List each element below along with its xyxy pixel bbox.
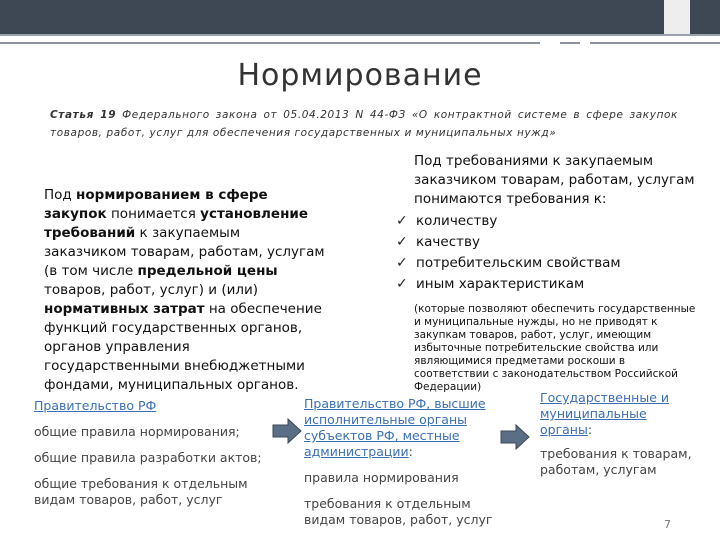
flow-item: общие правила нормирования; [34, 424, 240, 439]
flow-head-agencies[interactable]: Государственные и муниципальные органы [540, 390, 669, 437]
flow-item: правила нормирования [304, 470, 459, 485]
arrow-right-icon [500, 424, 530, 450]
checkmark-icon: ✓ [396, 213, 408, 229]
decorative-rule [0, 42, 720, 46]
flow-item: общие правила разработки актов; [34, 450, 262, 465]
flow-column-agencies [540, 390, 700, 486]
header-rule [0, 34, 720, 36]
definition-part: Под [44, 187, 77, 203]
law-article: Статья 19 [50, 109, 117, 121]
definition-part: на обеспечение функций государственных органов, органов управления государственными внебюджетными фондами, муниципальных органов. [44, 301, 322, 393]
flow-head-regional[interactable]: Правительство РФ, высшие исполнительные органы субъектов РФ, местные администрации [304, 396, 486, 459]
requirements-intro: Под требованиями к закупаемым заказчиком товарам, работам, услугам понимаются требования к: [414, 153, 695, 207]
definition-part: понимается [106, 206, 201, 222]
slide-title: Нормирование [237, 58, 483, 93]
flow-head-federal[interactable]: Правительство РФ [34, 398, 157, 413]
law-title: Федерального закона от 05.04.2013 N 44-ФЗ «О контрактной системе в сфере закупок товаров, работ, услуг для обеспечения государственных и муниципальных нужд» [50, 109, 678, 139]
list-item: ✓ иным характеристикам [396, 274, 696, 295]
requirements-list [396, 211, 696, 295]
flow-head-suffix: : [587, 422, 593, 437]
checkmark-icon: ✓ [396, 255, 408, 271]
flow-column-regional [304, 396, 504, 538]
definition-part: к закупаемым заказчиком товарам, работам, услугам (в том числе [44, 225, 325, 279]
definition-term: нормированием в сфере закупок [44, 187, 268, 222]
flow-item: общие требования к отдельным видам товаров, работ, услуг [34, 476, 248, 507]
requirements-block [396, 152, 696, 394]
list-item: ✓ качеству [396, 232, 696, 253]
flow-item: требования к товарам, работам, услугам [540, 446, 692, 477]
definition-term: предельной цены [137, 263, 278, 279]
law-reference [50, 106, 678, 142]
list-item: ✓ потребительским свойствам [396, 253, 696, 274]
arrow-right-icon [272, 418, 302, 444]
checkmark-icon: ✓ [396, 276, 408, 292]
requirements-note: (которые позволяют обеспечить государственные и муниципальные нужды, но не приводят к закупкам товаров, работ, услуг, имеющим избыточные потребительские свойства или являющимися предметами роскоши в соответствии с законодательством Российской Федерации) [414, 303, 696, 393]
definition-term: нормативных затрат [44, 301, 205, 317]
definition-term: установление требований [44, 206, 309, 241]
header-dark-band [0, 0, 664, 34]
header-bar [0, 0, 720, 36]
flow-head-suffix: : [408, 444, 413, 459]
checkmark-icon: ✓ [396, 234, 408, 250]
definition-part: товаров, работ, услуг) и (или) [44, 282, 259, 298]
page-number: 7 [664, 518, 671, 531]
header-accent-dark [690, 0, 720, 34]
flow-column-federal [34, 398, 270, 518]
definition-text [44, 186, 326, 395]
flow-item: требования к отдельным видам товаров, работ, услуг [304, 496, 493, 527]
list-item: ✓ количеству [396, 211, 696, 232]
